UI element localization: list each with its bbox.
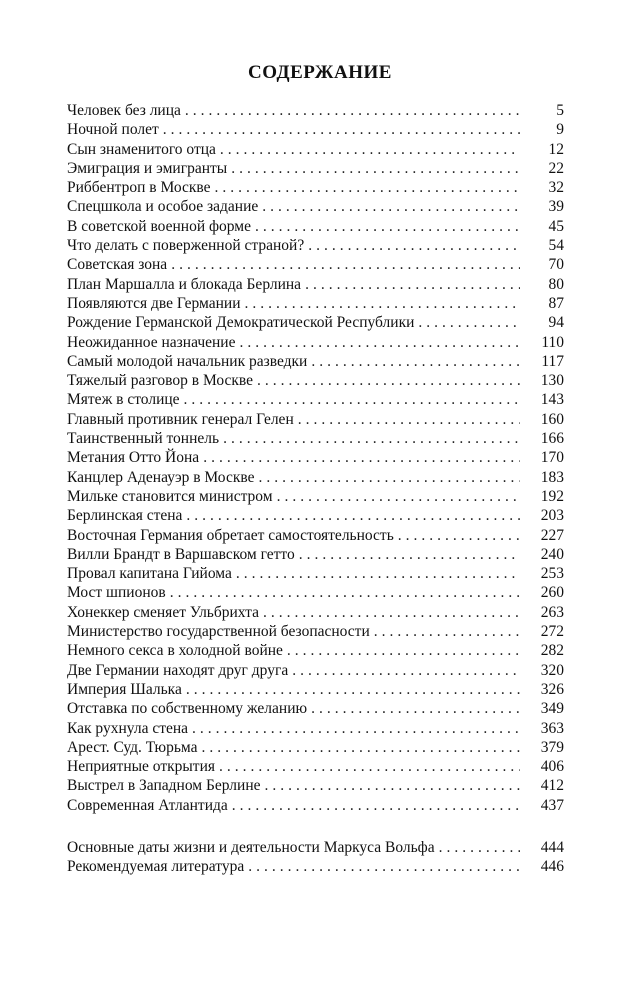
toc-entry-title: План Маршалла и блокада Берлина	[67, 275, 302, 293]
toc-entry-page-number: 39	[548, 198, 564, 216]
toc-entry-title: Берлинская стена	[67, 507, 183, 525]
toc-entry-page-number: 260	[540, 584, 564, 602]
toc-entry-title: Риббентроп в Москве	[67, 179, 211, 197]
dot-leader	[265, 776, 521, 795]
toc-entry-title: Метания Отто Йона	[67, 449, 200, 467]
toc-entry-page-number: 130	[540, 372, 564, 390]
toc-entry-title: Ночной полет	[67, 121, 159, 139]
dot-leader	[374, 622, 520, 641]
toc-entry-page-number: 379	[540, 738, 564, 756]
dot-leader	[185, 101, 520, 120]
toc-entry-page-number: 412	[540, 777, 564, 795]
toc-entry-title: Неприятные открытия	[67, 758, 215, 776]
toc-entry-page-number: 110	[541, 333, 564, 351]
toc-entry	[67, 719, 564, 738]
toc-entry-page-number: 253	[540, 565, 564, 583]
toc-entry	[67, 838, 564, 857]
dot-leader	[308, 236, 520, 255]
toc-entry-page-number: 22	[548, 159, 564, 177]
toc-entry	[67, 622, 564, 641]
toc-entry-page-number: 54	[548, 237, 564, 255]
toc-entry	[67, 390, 564, 409]
dot-leader	[184, 390, 520, 409]
toc-entry-page-number: 203	[540, 507, 564, 525]
dot-leader	[311, 352, 520, 371]
toc-entry-title: Как рухнула стена	[67, 719, 189, 737]
toc-entry-page-number: 263	[540, 603, 564, 621]
toc-entry-title: Что делать с поверженной страной?	[67, 237, 305, 255]
toc-entry	[67, 487, 564, 506]
dot-leader	[298, 410, 520, 429]
toc-entry-page-number: 437	[540, 796, 564, 814]
toc-entry	[67, 255, 564, 274]
toc-entry-page-number: 87	[548, 294, 564, 312]
toc-entry-title: Восточная Германия обретает самостоятельность	[67, 526, 394, 544]
toc-entry-title: Эмиграция и эмигранты	[67, 159, 228, 177]
toc-entry-title: Основные даты жизни и деятельности Маркуса Вольфа	[67, 839, 435, 856]
dot-leader	[232, 796, 520, 815]
toc-entry-title: Самый молодой начальник разведки	[67, 352, 308, 370]
toc-entry	[67, 583, 564, 602]
toc-entry	[67, 603, 564, 622]
dot-leader	[255, 217, 520, 236]
toc-entry-page-number: 170	[540, 449, 564, 467]
toc-entry	[67, 661, 564, 680]
toc-entry	[67, 757, 564, 776]
toc-entry-title: Сын знаменитого отца	[67, 140, 216, 158]
toc-entry-title: Человек без лица	[67, 102, 181, 119]
toc-entry-title: Провал капитана Гийома	[67, 565, 232, 583]
toc-entry	[67, 275, 564, 294]
dot-leader	[170, 583, 520, 602]
toc-entry	[67, 429, 564, 448]
toc-entry-title: Отставка по собственному желанию	[67, 700, 308, 718]
dot-leader	[257, 371, 520, 390]
toc-entry-page-number: 45	[548, 217, 564, 235]
toc-entry	[67, 352, 564, 371]
toc-entry	[67, 313, 564, 332]
toc-entry-title: Империя Шалька	[67, 680, 182, 698]
page-title: СОДЕРЖАНИЕ	[248, 62, 392, 83]
dot-leader	[439, 838, 520, 857]
dot-leader	[186, 506, 520, 525]
toc-entry-page-number: 12	[548, 140, 564, 158]
toc-entry-page-number: 70	[548, 256, 564, 274]
toc-entry	[67, 738, 564, 757]
toc-entry	[67, 680, 564, 699]
toc-entry	[67, 545, 564, 564]
toc-entry-title: Главный противник генерал Гелен	[67, 410, 294, 428]
toc-entry-title: Неожиданное назначение	[67, 333, 236, 351]
dot-leader	[215, 178, 520, 197]
toc-entry	[67, 776, 564, 795]
toc-entry-title: Мильке становится министром	[67, 487, 273, 505]
dot-leader	[220, 140, 520, 159]
toc-entry	[67, 159, 564, 178]
toc-entry	[67, 410, 564, 429]
toc-entry-title: Министерство государственной безопасности	[67, 623, 370, 641]
toc-entry	[67, 140, 564, 159]
dot-leader	[202, 738, 521, 757]
toc-entry	[67, 197, 564, 216]
toc-entry-title: Тяжелый разговор в Москве	[67, 372, 254, 390]
toc-entry-page-number: 272	[540, 623, 564, 641]
toc-entry-title: Таинственный тоннель	[67, 430, 220, 448]
toc-entry	[67, 294, 564, 313]
dot-leader	[311, 699, 520, 718]
toc-entry	[67, 564, 564, 583]
dot-leader	[305, 275, 520, 294]
dot-leader	[263, 603, 520, 622]
dot-leader	[219, 757, 520, 776]
toc-entry	[67, 796, 564, 815]
table-of-contents-appendix	[67, 838, 564, 877]
dot-leader	[299, 545, 520, 564]
toc-entry-title: Немного секса в холодной войне	[67, 642, 283, 660]
toc-entry	[67, 857, 564, 876]
toc-entry	[67, 699, 564, 718]
toc-entry	[67, 178, 564, 197]
dot-leader	[203, 448, 520, 467]
toc-entry-title: Хонеккер сменяет Ульбрихта	[67, 603, 260, 621]
toc-entry-title: Выстрел в Западном Берлине	[67, 777, 261, 795]
toc-entry	[67, 526, 564, 545]
toc-entry-page-number: 5	[556, 102, 564, 119]
dot-leader	[277, 487, 520, 506]
toc-entry-title: Две Германии находят друг друга	[67, 661, 289, 679]
toc-entry-page-number: 166	[540, 430, 564, 448]
toc-entry-title: Рекомендуемая литература	[67, 858, 245, 876]
toc-entry-page-number: 143	[540, 391, 564, 409]
toc-entry-title: Канцлер Аденауэр в Москве	[67, 468, 255, 486]
toc-entry-title: Спецшкола и особое задание	[67, 198, 259, 216]
toc-entry-page-number: 160	[540, 410, 564, 428]
dot-leader	[258, 468, 520, 487]
table-of-contents	[67, 101, 564, 815]
toc-entry-title: Мост шпионов	[67, 584, 166, 602]
toc-entry	[67, 217, 564, 236]
toc-entry-title: В советской военной форме	[67, 217, 251, 235]
toc-entry-page-number: 32	[548, 179, 564, 197]
dot-leader	[171, 255, 520, 274]
dot-leader	[231, 159, 520, 178]
dot-leader	[398, 526, 520, 545]
toc-entry-page-number: 9	[556, 121, 564, 139]
toc-entry	[67, 641, 564, 660]
toc-entry-page-number: 227	[540, 526, 564, 544]
toc-entry	[67, 333, 564, 352]
dot-leader	[292, 661, 520, 680]
dot-leader	[287, 641, 520, 660]
toc-entry-page-number: 240	[540, 545, 564, 563]
toc-entry-title: Современная Атлантида	[67, 796, 228, 814]
dot-leader	[245, 294, 521, 313]
toc-entry-page-number: 320	[540, 661, 564, 679]
toc-entry-title: Появляются две Германии	[67, 294, 241, 312]
dot-leader	[262, 197, 520, 216]
dot-leader	[418, 313, 520, 332]
toc-entry-page-number: 363	[540, 719, 564, 737]
toc-entry-page-number: 94	[548, 314, 564, 332]
toc-entry-title: Рождение Германской Демократической Республики	[67, 314, 415, 332]
toc-entry-title: Вилли Брандт в Варшавском гетто	[67, 545, 295, 563]
toc-entry-title: Арест. Суд. Тюрьма	[67, 738, 198, 756]
dot-leader	[236, 564, 520, 583]
dot-leader	[186, 680, 520, 699]
toc-entry-page-number: 183	[540, 468, 564, 486]
dot-leader	[192, 719, 520, 738]
dot-leader	[248, 857, 520, 876]
toc-entry-page-number: 326	[540, 680, 564, 698]
dot-leader	[240, 333, 521, 352]
toc-entry	[67, 120, 564, 139]
toc-entry-page-number: 349	[540, 700, 564, 718]
toc-entry-title: Советская зона	[67, 256, 168, 274]
toc-entry	[67, 371, 564, 390]
dot-leader	[163, 120, 520, 139]
toc-entry-page-number: 444	[540, 839, 564, 856]
toc-entry	[67, 448, 564, 467]
toc-entry-title: Мятеж в столице	[67, 391, 180, 409]
toc-entry-page-number: 192	[540, 487, 564, 505]
toc-entry-page-number: 80	[548, 275, 564, 293]
toc-entry-page-number: 446	[540, 858, 564, 876]
dot-leader	[223, 429, 520, 448]
toc-entry-page-number: 406	[540, 758, 564, 776]
toc-entry-page-number: 117	[541, 352, 564, 370]
toc-entry	[67, 468, 564, 487]
toc-entry-page-number: 282	[540, 642, 564, 660]
toc-entry	[67, 506, 564, 525]
toc-entry	[67, 236, 564, 255]
toc-entry	[67, 101, 564, 120]
